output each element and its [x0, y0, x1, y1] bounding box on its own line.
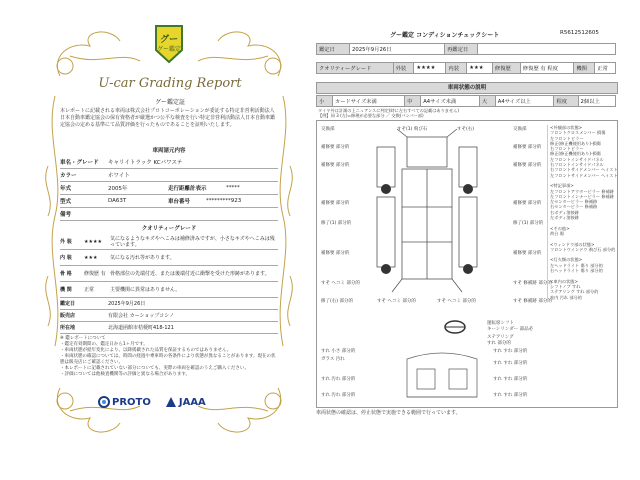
- proto-text: PROTO: [112, 396, 151, 408]
- interior-label: すれ 小さ 部分的: [321, 349, 356, 354]
- sheet-note: 【例】同 3 (左)=修理が必要な部分 ／ 交換(バンパー部): [318, 113, 424, 118]
- legend-item: 左ボディ溶接跡: [550, 215, 579, 221]
- jaaa-mark-icon: [165, 396, 177, 408]
- interior-label: すれ すれ 部分的: [493, 349, 528, 354]
- row-model: [60, 195, 278, 208]
- note-item: ・評価については他検査機関等の評価と異なる場合があります。: [60, 372, 191, 377]
- diagram-label: 補修要 部分的: [321, 145, 350, 150]
- steering-wheel-icon: [443, 319, 467, 335]
- legend-item: <特記事項>: [550, 183, 574, 189]
- legend-item: 室内 汚れ 部分的: [550, 294, 582, 300]
- row-shop: [60, 310, 278, 322]
- row-label: 車台番号: [168, 199, 191, 205]
- interior-label: すれ すれ 部分的: [493, 393, 528, 398]
- diagram-label: 交換部: [513, 127, 527, 132]
- grade-label: 骨 格: [60, 271, 72, 277]
- diagram-label: 交換部: [321, 127, 335, 132]
- row-label: カラー: [60, 173, 77, 179]
- row-label: 走行距離計表示: [168, 186, 207, 192]
- report-title: U-car Grading Report: [98, 76, 242, 91]
- row-label: 備考: [60, 212, 72, 218]
- row-label: 年式: [60, 186, 72, 192]
- vehicle-diagram-panel: [316, 120, 618, 408]
- recheck-label: 再鑑定日: [445, 44, 478, 55]
- date-table: [316, 43, 616, 55]
- ext-value: ★★★★: [414, 63, 446, 74]
- legend-item: <ウィンドウ部の状態>: [550, 241, 595, 247]
- grade-mark: 修復歴 有: [84, 271, 106, 277]
- legend-item: 右フロントサイドメンバー ヘイスト: [550, 167, 618, 173]
- grade-label: 内 装: [60, 255, 72, 261]
- sheet-notes: [318, 108, 459, 118]
- diagram-label: 補修要 部分的: [513, 251, 542, 256]
- recheck-value: [478, 44, 616, 55]
- date-value: 2025年9月26日: [108, 301, 146, 307]
- date-label: 鑑定日: [317, 44, 350, 55]
- legend-item: 左フロントサイドメンバー ヘイスト: [550, 172, 618, 178]
- grading-certificate: [40, 16, 298, 448]
- note-item: ・本レポートに記載されていない部分についても、実際の車両を確認のうえご購入ください。: [60, 366, 249, 371]
- engine-label: 機関: [574, 63, 595, 74]
- legend-item: 右フロントインサイドパネル: [550, 162, 604, 168]
- legend-item: <灯火類の状態>: [550, 257, 583, 263]
- diagram-label: すそ ヘコミ 部分的: [321, 281, 360, 286]
- row-date: [60, 298, 278, 310]
- address-value: 北海道函館市桔梗町418-121: [108, 325, 174, 331]
- row-label: 車名・グレード: [60, 160, 99, 166]
- size-small-label: 小: [317, 96, 333, 107]
- interior-label: すれ すれ 部分的: [493, 361, 528, 366]
- legend-item: <車内の状態>: [550, 278, 578, 284]
- size-large-label: 大: [479, 96, 495, 107]
- interior-diagram-icon: [397, 347, 487, 403]
- interior-label: すれ 汚れ 部分的: [321, 393, 356, 398]
- legend-title: <外観部の状態>: [550, 125, 583, 130]
- shift-value: キーシリンダー 部品必: [487, 327, 534, 332]
- row-color: [60, 169, 278, 182]
- legend-item: ステアリング すれ 部分的: [550, 289, 599, 295]
- diagram-label: 補修要 部分的: [513, 163, 542, 168]
- level-value: 2個以上: [578, 96, 615, 107]
- proto-mark-icon: [98, 396, 110, 408]
- jaaa-logo: [165, 396, 206, 408]
- vehicle-rows: [60, 156, 278, 221]
- size-large-value: A4サイズ以上: [495, 96, 554, 107]
- grade-mark: ★★★: [84, 254, 98, 261]
- legend-item: 左フロントインサイドパネル: [550, 156, 604, 162]
- svg-text:グー: グー: [159, 35, 179, 45]
- grade-label: 機 関: [60, 287, 72, 293]
- diagram-label: すそ(1) 飛び石: [397, 127, 428, 132]
- steering-value: すれ 部分的: [487, 341, 511, 346]
- grade-frame: [60, 266, 278, 282]
- size-small-value: カードサイズ未満: [332, 96, 404, 107]
- sheet-header: [312, 30, 616, 41]
- legend-item: 右ボディ溶接跡: [550, 209, 579, 215]
- grade-section-title: クオリティーグレード: [141, 226, 197, 232]
- jaaa-text: JAAA: [178, 396, 206, 408]
- diagram-label: 修了(1) 部分的: [513, 221, 544, 226]
- legend-item: 左フロントアウターピラー 修補跡: [550, 188, 614, 194]
- quality-table: [316, 62, 616, 74]
- size-mid-value: A4サイズ未満: [421, 96, 480, 107]
- legend-item: 右センターピラー 修補跡: [550, 204, 598, 210]
- ext-label: 外装: [393, 63, 414, 74]
- quality-label: クオリティーグレード: [317, 63, 394, 74]
- proto-logo: [98, 396, 151, 408]
- legend-item: 荷台 傷: [550, 230, 564, 236]
- row-address: [60, 322, 278, 334]
- interior-label: ガラス 汚れ: [321, 357, 345, 362]
- grade-rows: [60, 234, 278, 298]
- note-item: ・車両状態が経年変化により、以降掲載された品質を保証するものではありません。: [60, 348, 232, 353]
- row-value: ホワイト: [108, 173, 130, 179]
- grade-mark: ★★★★: [84, 238, 102, 245]
- legend-item: 修正(修正機使用あり)-損傷: [550, 140, 601, 146]
- row-value: 2005年: [108, 186, 128, 192]
- svg-text:グー鑑定: グー鑑定: [156, 46, 182, 53]
- grade-exterior: [60, 234, 278, 250]
- int-label: 内装: [446, 63, 467, 74]
- diagram-label: すそ 修補跡 部分的: [513, 281, 552, 286]
- report-notes: [60, 336, 278, 378]
- diagram-label: 補修要 部分的: [513, 201, 542, 206]
- date-label: 鑑定日: [60, 301, 76, 307]
- grade-engine: [60, 282, 278, 298]
- diagram-label: すそ ヘコミ 部分的: [437, 299, 476, 304]
- sheet-title: グー鑑定 コンディションチェックシート: [390, 32, 500, 39]
- grade-interior: [60, 250, 278, 266]
- grade-label: 外 装: [60, 239, 72, 245]
- repair-value: 修復歴 有 程度: [520, 63, 574, 74]
- row-value: キャリイトラック KCパワステ: [108, 160, 183, 166]
- goo-seal-icon: [152, 24, 186, 64]
- legend-item: 右フロントピラー: [550, 146, 584, 152]
- engine-value: 正常: [595, 63, 616, 74]
- row-value: *****: [226, 185, 240, 191]
- legend-item: 左フロントピラー: [550, 135, 584, 141]
- diagram-label: 修了(1) 部分的: [321, 221, 352, 226]
- interior-label: すれ 汚れ 部分的: [321, 377, 356, 382]
- row-remarks: [60, 208, 278, 221]
- legend-item: 左ヘッドライト 傷り 部分的: [550, 262, 603, 268]
- size-mid-label: 中: [405, 96, 421, 107]
- legend-item: <その他>: [550, 225, 570, 231]
- legend-item: 修正(修正機使用あり)-損傷: [550, 151, 601, 157]
- row-value: *********923: [206, 198, 242, 204]
- level-label: 程度: [554, 96, 578, 107]
- grade-mark: 正常: [84, 287, 95, 293]
- row-year: [60, 182, 278, 195]
- sheet-note: タイヤ外は計測の上ニュアンスに判定(時に左右すべての記載はありません): [318, 108, 459, 113]
- shift-label: 運転席シフト: [487, 321, 514, 326]
- brand-logos: [98, 396, 206, 408]
- int-value: ★★★: [467, 63, 493, 74]
- note-item: ・鑑定有効期間の、鑑定日から1ヶ月です。: [60, 342, 148, 347]
- shop-value: 有限会社 カーショップコシノ: [108, 313, 174, 319]
- steering-label: ステアリング: [487, 335, 514, 340]
- size-legend-table: [316, 95, 616, 107]
- grade-desc: 主要機関に異常はありません。: [110, 286, 181, 293]
- diagram-label: すそ ヘコミ 部分的: [377, 299, 416, 304]
- diagram-label: 補修要 部分的: [513, 145, 542, 150]
- row-value: DA63T: [108, 198, 127, 204]
- truck-diagram-icon: [367, 127, 487, 297]
- diagram-label: 補修要 部分的: [321, 163, 350, 168]
- grade-desc: 気になるようなキズやへこみは補修済みですが、小さなキズやへこみは残っています。: [110, 235, 275, 248]
- note-item: ・車両状態の確認については、時間の経過や乗車時の各条件により状態が異なることがあります。現在の状態は販売店にご確認ください。: [60, 354, 276, 365]
- address-label: 所在地: [60, 325, 76, 331]
- legend-list: [550, 130, 618, 300]
- report-subtitle: グー鑑定証: [154, 99, 185, 106]
- intro-text: 本レポートに記載される車両は株式会社プロトコーポレーションが委託する特定非営利活動法人日本自動車鑑定協会の保有資格者が厳選かつ公平な検査を行い特定非営利活動法人日本自動車鑑定協会の定める基準にて品質評価を行ったものであることを証明いたします。: [60, 108, 276, 128]
- row-label: 型式: [60, 199, 72, 205]
- interior-label: すれ すれ 部分的: [493, 377, 528, 382]
- diagram-label: 補修要 部分的: [321, 251, 350, 256]
- legend-item: フロントウインドウ 飛び石 部分的: [550, 246, 616, 252]
- notes-title: ※ 鑑レポートについて: [60, 336, 106, 341]
- diagram-label: 修了(右) 部分的: [321, 299, 353, 304]
- grade-desc: 骨格部位の先端付近、または後端付近に衝撃を受けた形跡があります。: [110, 270, 270, 277]
- legend-item: シフトノブ すれ: [550, 283, 581, 289]
- vehicle-section-title: 車両諸元内容: [152, 148, 186, 154]
- legend-item: フロントクロスメンバー 損傷: [550, 130, 606, 136]
- repair-label: 修復歴: [492, 63, 520, 74]
- state-section-title: 車両状態の説明: [316, 82, 618, 94]
- diagram-label: すそ 修補跡 部分的: [513, 299, 552, 304]
- date-value: 2025年9月26日: [350, 44, 445, 55]
- legend-item: 左フロントインナーピラー 修補跡: [550, 193, 614, 199]
- grade-desc: 気になる汚れ等があります。: [110, 254, 175, 261]
- condition-legend: [547, 125, 618, 300]
- shop-label: 販売店: [60, 313, 76, 319]
- shop-info: [60, 298, 278, 334]
- diagram-label: 補修要 部分的: [321, 201, 350, 206]
- legend-item: 右ヘッドライト 傷り 部分的: [550, 268, 603, 274]
- sheet-footer: 車両状態の確認は、停止状態で実施できる範囲で行っています。: [316, 410, 461, 416]
- legend-item: 左センターピラー 修補跡: [550, 199, 598, 205]
- row-name: [60, 156, 278, 169]
- diagram-label: すそ(右): [457, 127, 475, 132]
- sheet-doc-id: R5612512605: [560, 30, 599, 36]
